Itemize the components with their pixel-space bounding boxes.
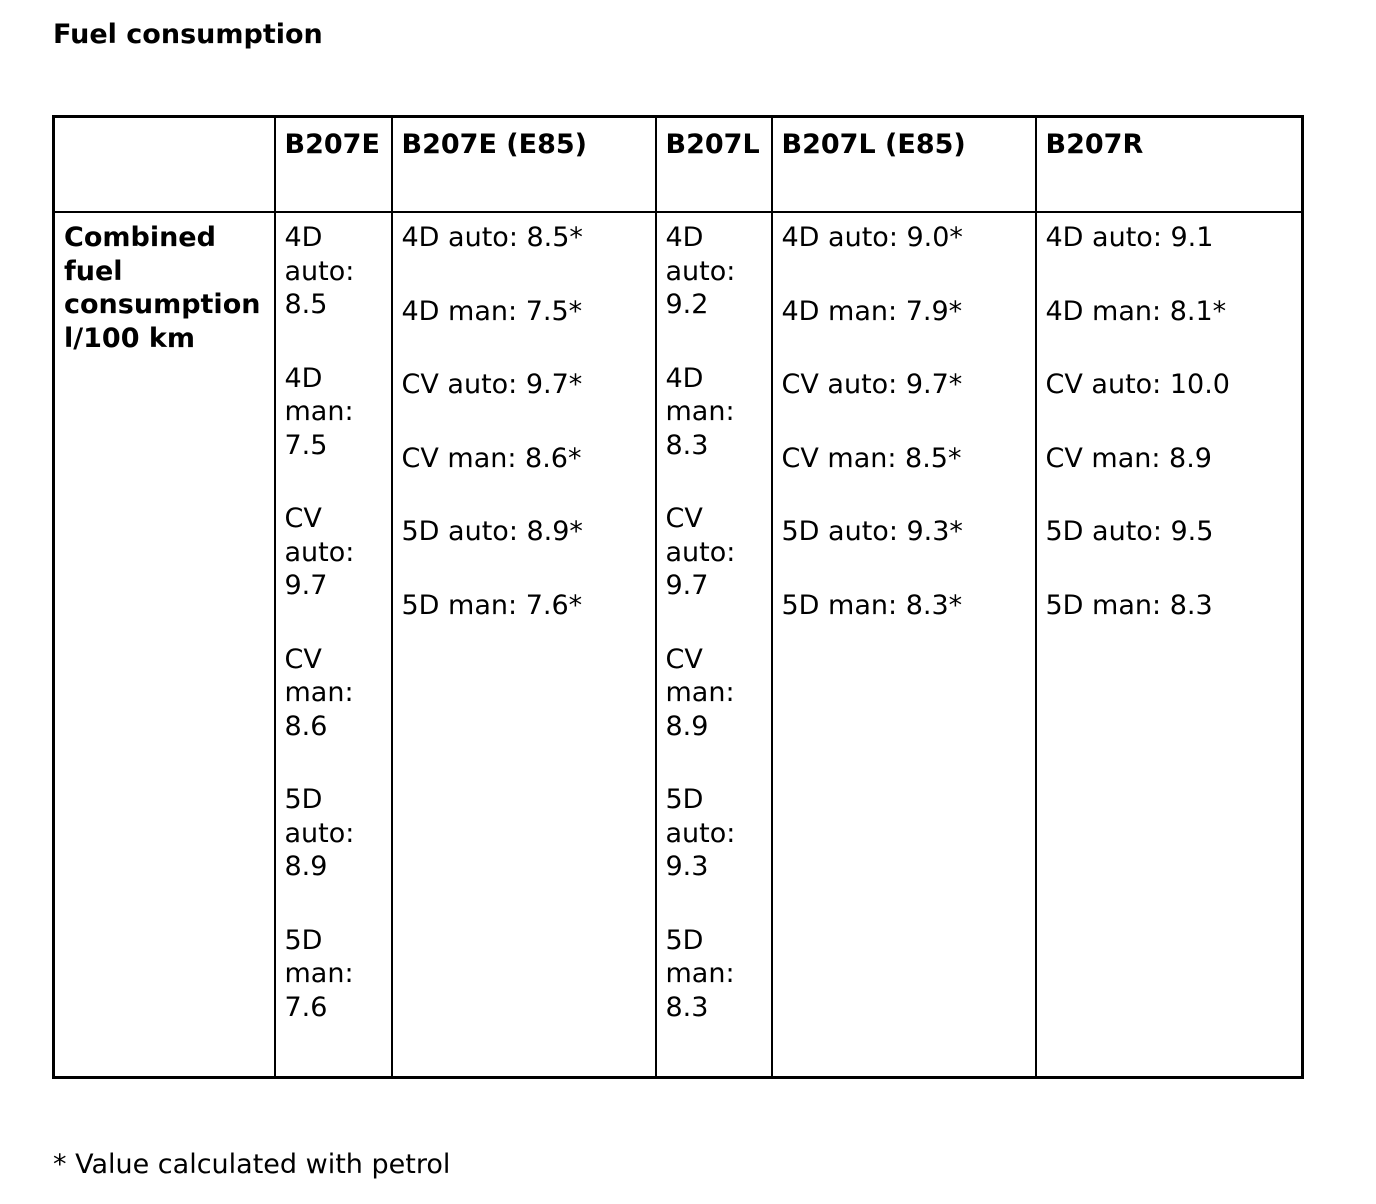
value-5d-man: 5D man: 8.3* <box>781 589 963 621</box>
cell-b207r <box>1036 212 1303 1078</box>
row-label-combined-fuel-consumption: Combined fuel consumption l/100 km <box>54 212 275 1078</box>
header-b207r: B207R <box>1036 117 1303 213</box>
value-5d-auto: 5D auto: 9.5 <box>1045 516 1214 547</box>
value-cv-man: CV man: 8.6 <box>284 643 354 742</box>
value-5d-man: 5D man: 8.3 <box>665 924 735 1023</box>
value-cv-auto: CV auto: 9.7* <box>781 369 963 400</box>
cell-b207e <box>275 212 392 1078</box>
cell-b207e-e85 <box>392 212 656 1078</box>
value-cv-auto: CV auto: 10.0 <box>1045 369 1230 400</box>
fuel-consumption-table <box>52 115 1304 1079</box>
value-cv-auto: CV auto: 9.7 <box>284 503 355 601</box>
footnote: * Value calculated with petrol <box>53 1149 451 1180</box>
header-b207e: B207E <box>275 117 392 213</box>
value-5d-man: 5D man: 8.3 <box>1045 589 1213 621</box>
value-4d-man: 4D man: 7.5* <box>401 295 583 327</box>
value-5d-man: 5D man: 7.6* <box>401 589 583 621</box>
cell-b207l <box>656 212 772 1078</box>
value-4d-auto: 4D auto: 9.0* <box>781 222 963 253</box>
value-4d-man: 4D man: 8.3 <box>665 362 735 461</box>
page-title: Fuel consumption <box>53 19 323 50</box>
header-corner <box>54 117 275 213</box>
value-cv-auto: CV auto: 9.7 <box>665 503 736 601</box>
header-b207e-e85: B207E (E85) <box>392 117 656 213</box>
value-cv-man: CV man: 8.6* <box>401 442 582 474</box>
value-cv-man: CV man: 8.9 <box>665 643 735 742</box>
header-b207l: B207L <box>656 117 772 213</box>
value-5d-auto: 5D auto: 8.9 <box>284 784 355 882</box>
value-5d-auto: 5D auto: 9.3* <box>781 516 963 547</box>
cell-b207l-e85 <box>772 212 1036 1078</box>
value-cv-man: CV man: 8.5* <box>781 442 962 474</box>
table-row <box>54 212 1303 1078</box>
value-4d-auto: 4D auto: 9.1 <box>1045 222 1214 253</box>
value-4d-auto: 4D auto: 8.5* <box>401 222 583 253</box>
value-4d-man: 4D man: 7.9* <box>781 295 963 327</box>
value-5d-auto: 5D auto: 8.9* <box>401 516 583 547</box>
value-5d-auto: 5D auto: 9.3 <box>665 784 736 882</box>
header-row <box>54 117 1303 213</box>
value-cv-auto: CV auto: 9.7* <box>401 369 583 400</box>
value-4d-auto: 4D auto: 8.5 <box>284 222 355 320</box>
value-4d-man: 4D man: 8.1* <box>1045 295 1227 327</box>
value-5d-man: 5D man: 7.6 <box>284 924 354 1023</box>
header-b207l-e85: B207L (E85) <box>772 117 1036 213</box>
value-cv-man: CV man: 8.9 <box>1045 442 1212 474</box>
value-4d-man: 4D man: 7.5 <box>284 362 354 461</box>
value-4d-auto: 4D auto: 9.2 <box>665 222 736 320</box>
